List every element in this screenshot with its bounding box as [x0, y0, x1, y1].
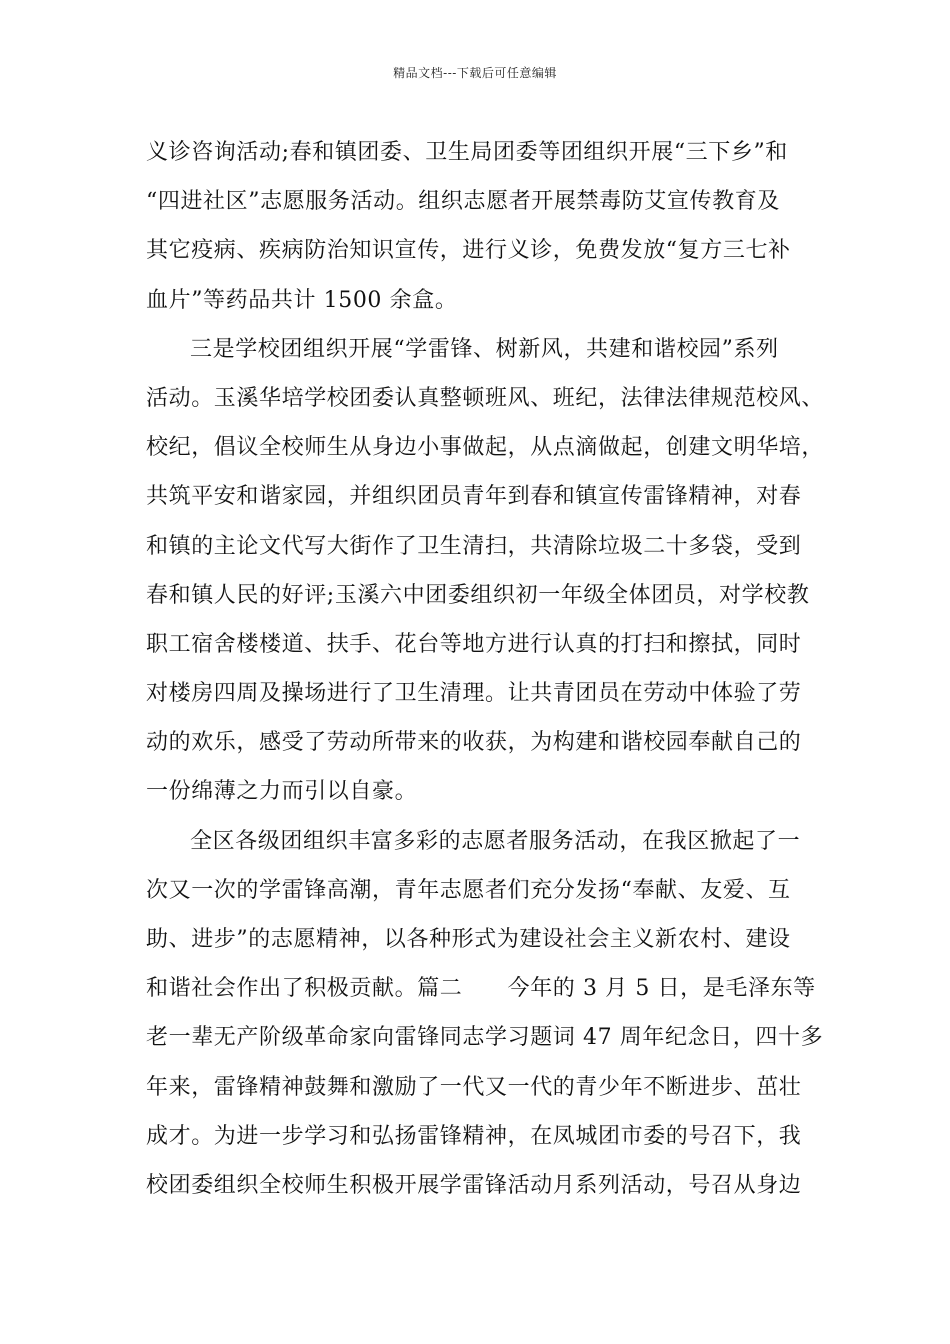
text-line: 年来，雷锋精神鼓舞和激励了一代又一代的青少年不断进步、茁壮	[146, 1074, 802, 1100]
text-line: 和谐社会作出了积极贡献。篇二 今年的 3 月 5 日，是毛泽东等	[146, 976, 816, 1002]
text-line: 春和镇人民的好评;玉溪六中团委组织初一年级全体团员，对学校教	[146, 582, 810, 608]
document-body	[146, 128, 825, 1210]
text-line: “四进社区”志愿服务活动。组织志愿者开展禁毒防艾宣传教育及	[146, 189, 780, 215]
text-line: 活动。玉溪华培学校团委认真整顿班风、班纪，法律法律规范校风、	[146, 385, 825, 411]
text-line: 义诊咨询活动;春和镇团委、卫生局团委等团组织开展“三下乡”和	[146, 140, 788, 165]
text-line: 次又一次的学雷锋高潮，青年志愿者们充分发扬“奉献、友爱、互	[146, 877, 791, 903]
text-line: 其它疫病、疾病防治知识宣传，进行义诊，免费发放“复方三七补	[146, 238, 791, 264]
text-line: 成才。为进一步学习和弘扬雷锋精神，在凤城团市委的号召下，我	[146, 1123, 802, 1149]
text-line: 共筑平安和谐家园，并组织团员青年到春和镇宣传雷锋精神，对春	[146, 484, 802, 510]
text-line: 老一辈无产阶级革命家向雷锋同志学习题词 47 周年纪念日，四十多	[146, 1025, 824, 1051]
page-header: 精品文档---下载后可任意编辑	[393, 66, 557, 80]
text-line: 动的欢乐，感受了劳动所带来的收获，为构建和谐校园奉献自己的	[146, 730, 802, 756]
text-line: 血片”等药品共计 1500 余盒。	[146, 287, 458, 313]
text-line: 对楼房四周及操场进行了卫生清理。让共青团员在劳动中体验了劳	[146, 681, 802, 707]
text-line: 和镇的主论文代写大街作了卫生清扫，共清除垃圾二十多袋，受到	[146, 533, 802, 559]
text-line: 助、进步”的志愿精神，以各种形式为建设社会主义新农村、建设	[146, 927, 791, 952]
paragraph-first-line: 全区各级团组织丰富多彩的志愿者服务活动，在我区掀起了一	[190, 828, 801, 854]
paragraph-first-line: 三是学校团组织开展“学雷锋、树新风，共建和谐校园”系列	[190, 336, 779, 362]
text-line: 职工宿舍楼楼道、扶手、花台等地方进行认真的打扫和擦拭，同时	[146, 631, 802, 657]
text-line: 校纪，倡议全校师生从身边小事做起，从点滴做起，创建文明华培，	[146, 435, 825, 461]
text-line: 校团委组织全校师生积极开展学雷锋活动月系列活动，号召从身边	[146, 1172, 802, 1198]
text-line: 一份绵薄之力而引以自豪。	[146, 779, 418, 805]
